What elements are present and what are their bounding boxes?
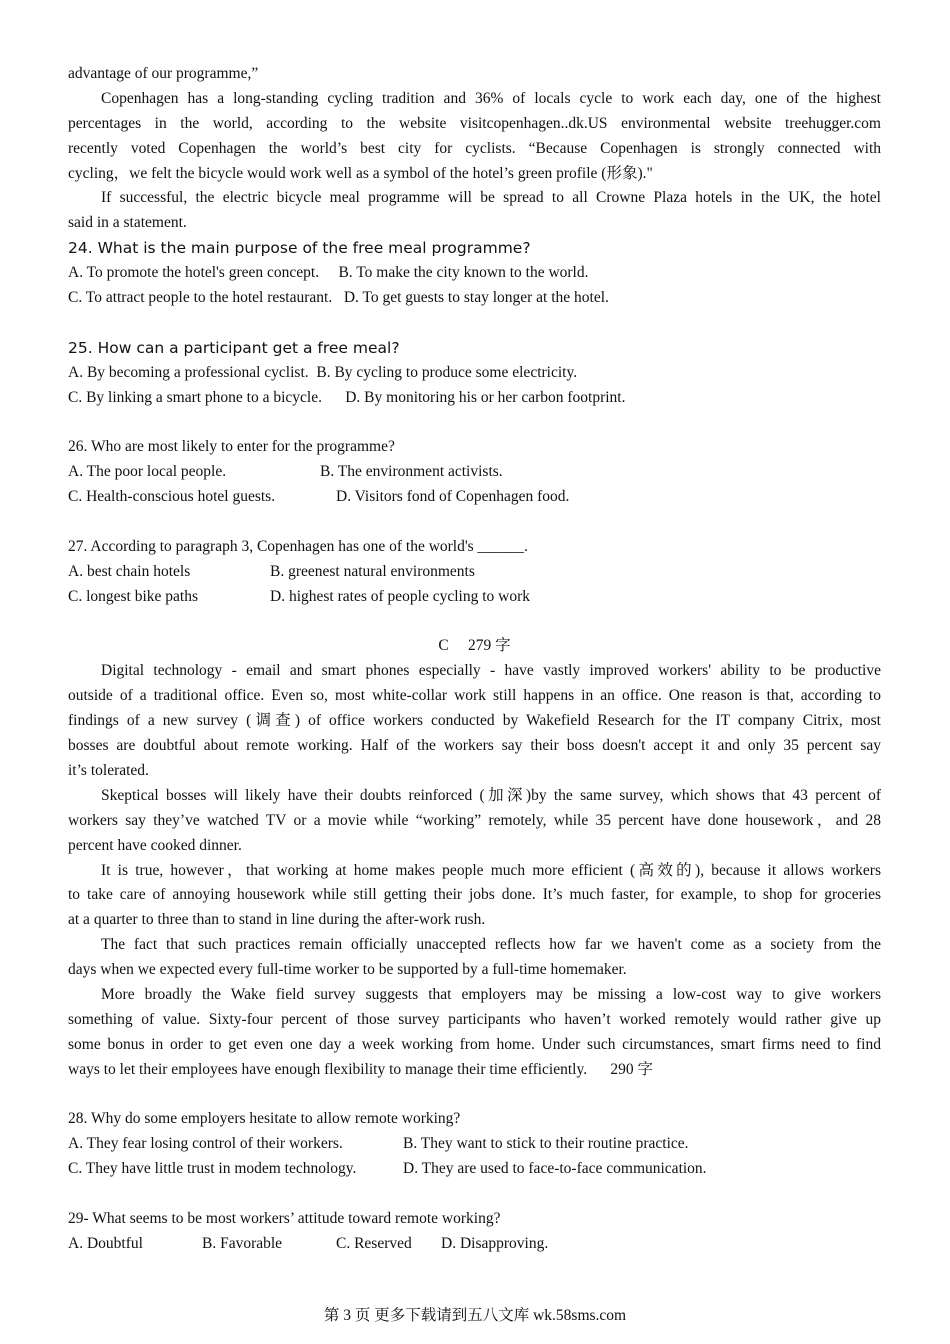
option-b: B. They want to stick to their routine practice. <box>403 1135 689 1153</box>
q25-options-cd: C. By linking a smart phone to a bicycle. D. By monitoring his or her carbon footprint. <box>68 388 626 406</box>
paragraph-line: Skeptical bosses will likely have their doubts reinforced (加深)by the same survey, which shows that 43 percent of <box>101 786 881 804</box>
passage-c-heading: C 279 字 <box>438 637 511 655</box>
question-26: 26. Who are most likely to enter for the programme? <box>68 438 395 456</box>
paragraph-line: percentages in the world, according to the website visitcopenhagen..dk.US environmental website treehugger.com <box>68 114 881 132</box>
question-24: 24. What is the main purpose of the free meal programme? <box>68 239 531 258</box>
paragraph-line: findings of a new survey (调查) of office workers conducted by Wakefield Research for the IT company Citrix, most <box>68 712 881 730</box>
q27-options-ab <box>68 560 881 585</box>
paragraph-line: Copenhagen has a long-standing cycling tradition and 36% of locals cycle to work each day, one of the highest <box>101 89 881 107</box>
option-d: D. They are used to face-to-face communication. <box>403 1160 707 1178</box>
q25-options-ab: A. By becoming a professional cyclist. B. By cycling to produce some electricity. <box>68 363 578 381</box>
paragraph-line: said in a statement. <box>68 214 187 232</box>
option-c: C. Reserved <box>336 1234 412 1252</box>
q24-options-ab: A. To promote the hotel's green concept. B. To make the city known to the world. <box>68 264 589 282</box>
question-28: 28. Why do some employers hesitate to allow remote working? <box>68 1110 461 1128</box>
option-c: C. They have little trust in modem technology. <box>68 1160 357 1178</box>
paragraph-line: advantage of our programme,” <box>68 65 259 82</box>
paragraph-line: ways to let their employees have enough flexibility to manage their time efficiently. 290 字 <box>68 1060 653 1078</box>
option-b: B. greenest natural environments <box>270 562 475 580</box>
q29-options <box>68 1232 881 1257</box>
option-d: D. Disapproving. <box>441 1234 549 1252</box>
question-29: 29- What seems to be most workers’ attitude toward remote working? <box>68 1209 501 1227</box>
paragraph-line: some bonus in order to get even one day a week working from home. Under such circumstances, smart firms need to find <box>68 1035 881 1053</box>
paragraph-line: at a quarter to three than to stand in line during the after-work rush. <box>68 911 486 929</box>
paragraph-line: something of value. Sixty-four percent of those survey participants who haven’t worked remotely would rather give up <box>68 1010 881 1028</box>
question-27: 27. According to paragraph 3, Copenhagen has one of the world's ______. <box>68 537 528 555</box>
option-d: D. Visitors fond of Copenhagen food. <box>336 488 570 506</box>
paragraph-line: recently voted Copenhagen the world’s best city for cyclists. “Because Copenhagen is strongly connected with <box>68 139 881 157</box>
paragraph-line: The fact that such practices remain officially unaccepted reflects how far we haven't come as a society from the <box>101 936 881 954</box>
paragraph-line: outside of a traditional office. Even so, most white-collar work still happens in an office. One reason is that, according to <box>68 687 881 705</box>
option-c: C. longest bike paths <box>68 587 199 605</box>
paragraph-line: cycling，we felt the bicycle would work well as a symbol of the hotel’s green profile (形象)." <box>68 164 653 182</box>
q26-options-cd <box>68 485 881 510</box>
paragraph-line: If successful, the electric bicycle meal programme will be spread to all Crowne Plaza hotels in the UK, the hotel <box>101 189 881 207</box>
option-c: C. Health-conscious hotel guests. <box>68 488 276 506</box>
q28-options-ab <box>68 1132 881 1157</box>
option-b: B. The environment activists. <box>320 463 503 481</box>
option-b: B. Favorable <box>202 1234 283 1252</box>
q28-options-cd <box>68 1157 881 1182</box>
option-a: A. Doubtful <box>68 1234 143 1252</box>
page-footer: 第 3 页 更多下载请到五八文库 wk.58sms.com <box>323 1307 627 1324</box>
q26-options-ab <box>68 460 881 485</box>
paragraph-line: It is true, however，that working at home makes people much more efficient (高效的), because it allows workers <box>101 861 881 879</box>
paragraph-line: workers say they’ve watched TV or a movie while “working” remotely, while 35 percent have done housework，and 28 <box>68 811 881 829</box>
document-page <box>68 62 881 1257</box>
paragraph-line: percent have cooked dinner. <box>68 836 242 854</box>
paragraph-line: More broadly the Wake field survey suggests that employers may be missing a low-cost way to give workers <box>101 985 881 1003</box>
q27-options-cd <box>68 585 881 610</box>
option-a: A. They fear losing control of their workers. <box>68 1135 343 1153</box>
q24-options-cd: C. To attract people to the hotel restaurant. D. To get guests to stay longer at the hotel. <box>68 289 609 307</box>
question-25: 25. How can a participant get a free meal? <box>68 338 400 357</box>
paragraph-line: Digital technology - email and smart phones especially - have vastly improved workers' ability to be productive <box>101 662 881 680</box>
option-d: D. highest rates of people cycling to work <box>270 587 530 605</box>
option-a: A. best chain hotels <box>68 562 191 580</box>
passage-b-tail <box>68 62 881 236</box>
paragraph-line: days when we expected every full-time worker to be supported by a full-time homemaker. <box>68 961 627 979</box>
paragraph-line: to take care of annoying housework while still getting their jobs done. It’s much faster, for example, to shop for groceries <box>68 886 881 904</box>
paragraph-line: bosses are doubtful about remote working. Half of the workers say their boss doesn't accept it and only 35 percent say <box>68 737 881 755</box>
paragraph-line: it’s tolerated. <box>68 761 149 779</box>
option-a: A. The poor local people. <box>68 463 227 481</box>
passage-c <box>68 659 881 1082</box>
